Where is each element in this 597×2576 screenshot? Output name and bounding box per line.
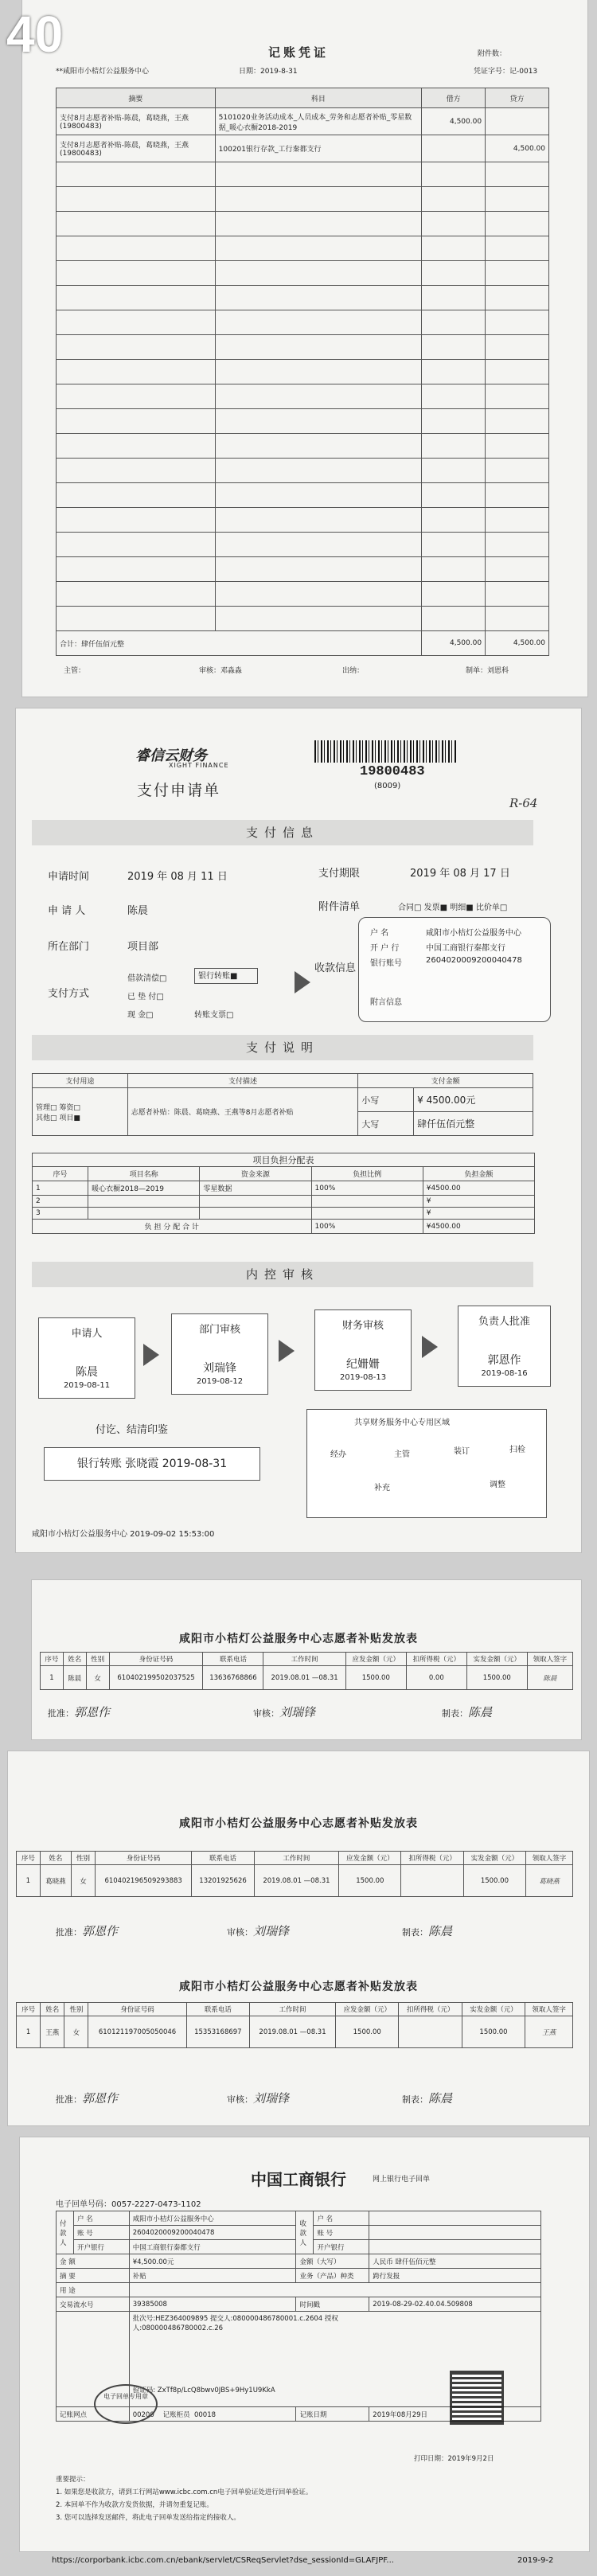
table-row: 1 暖心衣橱2018—2019 零星数据 100% ¥4500.00 xyxy=(33,1181,535,1196)
subsidy-title: 咸阳市小桔灯公益服务中心志愿者补贴发放表 xyxy=(179,1817,418,1830)
payer-account: 2604020009200040478 xyxy=(129,2226,296,2240)
subsidy-title: 咸阳市小桔灯公益服务中心志愿者补贴发放表 xyxy=(179,1633,418,1645)
pay-desc-table xyxy=(32,1073,533,1136)
method-label: 支付方式 xyxy=(48,988,90,1000)
col-debit: 借方 xyxy=(422,88,486,108)
purpose-cell: 管理□ 筹资□ 其他□ 项目■ xyxy=(33,1088,128,1136)
footer-maker: 制单：刘恩科 xyxy=(466,667,509,675)
row-account: 100201银行存款_工行秦都支行 xyxy=(215,135,421,162)
arrow-icon xyxy=(295,971,310,993)
form-title: 支付申请单 xyxy=(137,782,221,799)
row-credit: 4,500.00 xyxy=(486,135,549,162)
total-label: 合计：肆仟伍佰元整 xyxy=(57,631,422,656)
table-row xyxy=(57,261,549,286)
approve-signature: 批准：郭恩作 xyxy=(48,1705,111,1719)
arrow-icon xyxy=(422,1336,438,1358)
table-row xyxy=(57,409,549,434)
table-row xyxy=(57,360,549,384)
maker-signature: 制表：陈晨 xyxy=(442,1705,493,1719)
bank-title: 中国工商银行 xyxy=(251,2170,346,2189)
settle-label: 付讫、结清印鉴 xyxy=(96,1424,169,1436)
dept-label: 所在部门 xyxy=(48,941,90,953)
bank-subtitle: 网上银行电子回单 xyxy=(373,2176,431,2184)
ssc-cell: 补充 xyxy=(374,1484,390,1493)
receipt-number: 电子回单号码：0057-2227-0473-1102 xyxy=(56,2200,201,2209)
footer-reviewer: 审核：邓淼淼 xyxy=(199,667,243,675)
payer-bank: 中国工商银行秦都支行 xyxy=(129,2240,296,2254)
row-account: 5101020业务活动成本_人员成本_劳务和志愿者补贴_零星数据_暖心衣橱2018-2019 xyxy=(215,108,421,135)
notes-title: 重要提示： xyxy=(56,2476,90,2484)
review-signature: 审核：刘瑞锋 xyxy=(227,2091,290,2106)
page-url-date: 2019-9-2 xyxy=(517,2556,554,2565)
amount-big-label: 大写 xyxy=(358,1112,414,1136)
amount-small: ¥ 4500.00元 xyxy=(414,1088,533,1112)
qr-code-icon xyxy=(450,2371,504,2425)
table-row xyxy=(57,459,549,483)
col-credit: 贷方 xyxy=(486,88,549,108)
timestamp: 2019-08-29-02.40.04.509808 xyxy=(369,2297,541,2312)
serial-number: 19800483 xyxy=(360,764,425,779)
table-row: 1 王燕 女 610121197005050046 15353168697 2019.08.01 —08.31 1500.00 1500.00 王燕 xyxy=(17,2016,573,2048)
summary: 补贴 xyxy=(129,2269,296,2283)
bank-stamp: 电子回单专用章 xyxy=(94,2384,158,2424)
voucher-title: 记账凭证 xyxy=(267,45,329,60)
row-debit xyxy=(422,135,486,162)
method-option: 借款清偿□ xyxy=(127,974,167,983)
ssc-cell: 扫检 xyxy=(509,1446,525,1454)
total-debit: 4,500.00 xyxy=(422,631,486,656)
row-summary: 支付8月志愿者补贴-陈晨，葛晓燕，王燕 (19800483) xyxy=(57,135,216,162)
table-row xyxy=(57,557,549,582)
deadline: 2019 年 08 月 17 日 xyxy=(410,868,510,880)
biz-type: 跨行发报 xyxy=(369,2269,541,2283)
recv-bank-label: 开 户 行 xyxy=(370,944,400,953)
txn-number: 39385008 xyxy=(129,2297,296,2312)
recv-account: 2604020009200040478 xyxy=(426,956,522,965)
deadline-label: 支付期限 xyxy=(318,868,361,880)
maker-signature: 制表：陈晨 xyxy=(402,1924,453,1938)
subsidy-table: 序号 姓名 性别 身份证号码 联系电话 工作时间 应发金额（元） 扣所得税（元） 实发金额（元） 领取人签字 1 陈晨 女 610402199502037525 13636768866 2019.08.01 —08.31 1500.00 0.00 1500.00 陈晨 xyxy=(40,1652,573,1690)
table-row xyxy=(57,187,549,212)
flow-step-applicant: 申请人 陈晨 2019-08-11 xyxy=(38,1317,135,1399)
recv-bank: 中国工商银行秦都支行 xyxy=(426,944,505,953)
table-row xyxy=(57,335,549,360)
ssc-cell: 主管 xyxy=(394,1450,410,1459)
recv-note-label: 附言信息 xyxy=(370,998,402,1007)
verify-code: 验证码: ZxTf8p/LcQ8bwv0JBS+9Hy1U9KkA xyxy=(132,2387,275,2395)
handwritten-mark: R-64 xyxy=(509,796,538,810)
row-summary: 支付8月志愿者补贴-陈晨，葛晓燕，王燕 (19800483) xyxy=(57,108,216,135)
ssc-cell: 经办 xyxy=(330,1450,346,1459)
subsidy-table: 序号 姓名 性别 身份证号码 联系电话 工作时间 应发金额（元） 扣所得税（元） 实发金额（元） 领取人签字 1 葛晓燕 女 610402196509293883 13201925626 2019.08.01 —08.31 1500.00 1500.00 葛晓燕 xyxy=(16,1851,573,1897)
alloc-total-row: 负 担 分 配 合 计 100% ¥4500.00 xyxy=(33,1220,535,1234)
voucher-number: 凭证字号：记-0013 xyxy=(474,68,538,76)
alloc-title: 项目负担分配表 xyxy=(32,1153,535,1167)
table-row xyxy=(57,434,549,459)
footer-cashier: 出纳： xyxy=(342,667,365,675)
settle-stamp: 银行转账 张晓霞 2019-08-31 xyxy=(44,1447,260,1481)
record-network: 00200 记账柜员 00018 xyxy=(129,2407,296,2422)
table-row: 1 陈晨 女 610402199502037525 13636768866 2019.08.01 —08.31 1500.00 0.00 1500.00 陈晨 xyxy=(41,1666,573,1690)
payer-label: 付款人 xyxy=(57,2211,74,2254)
extra-info: 批次号:HEZ364009895 提交人:080000486780001.c.2604 授权人:080000486780002.c.26 验证码: ZxTf8p/LcQ8bwv0JBS+9Hy1U9KkA xyxy=(129,2312,540,2407)
approve-signature: 批准：郭恩作 xyxy=(56,1924,119,1938)
row-debit: 4,500.00 xyxy=(422,108,486,135)
table-row xyxy=(57,508,549,533)
voucher-org: **咸阳市小桔灯公益服务中心 xyxy=(56,68,150,76)
amount: ¥4,500.00元 xyxy=(129,2254,296,2269)
description-cell: 志愿者补贴：陈晨、葛晓燕、王燕等8月志愿者补贴 xyxy=(127,1088,357,1136)
payer-name: 咸阳市小桔灯公益服务中心 xyxy=(129,2211,296,2226)
recv-name: 咸阳市小桔灯公益服务中心 xyxy=(426,929,521,938)
desc-col-purpose: 支付用途 xyxy=(33,1074,128,1088)
apply-time-label: 申请时间 xyxy=(48,871,90,883)
alloc-col: 负担金额 xyxy=(423,1167,534,1181)
recv-account-label: 银行账号 xyxy=(370,959,402,968)
flow-step-finance-review: 财务审核 纪姗姗 2019-08-13 xyxy=(314,1309,412,1391)
table-row: 2 ¥ xyxy=(33,1196,535,1208)
recv-label: 收款信息 xyxy=(314,962,357,974)
table-row xyxy=(57,236,549,261)
table-row xyxy=(57,533,549,557)
total-credit: 4,500.00 xyxy=(486,631,549,656)
alloc-col: 资金来源 xyxy=(200,1167,311,1181)
review-signature: 审核：刘瑞锋 xyxy=(253,1705,316,1719)
payee-label: 收款人 xyxy=(296,2211,314,2254)
note-item: 1. 如果您是收款方，请到工行网站www.icbc.com.cn电子回单验证处进行回单验证。 xyxy=(56,2488,313,2496)
table-row: 3 ¥ xyxy=(33,1208,535,1220)
table-row xyxy=(57,582,549,607)
ssc-cell: 装订 xyxy=(454,1447,470,1456)
table-row xyxy=(57,607,549,631)
voucher-date: 日期：2019-8-31 xyxy=(239,68,298,76)
serial-sub: (8009) xyxy=(374,782,401,790)
page-number: 40 xyxy=(6,6,64,63)
col-account: 科目 xyxy=(215,88,421,108)
ssc-cell: 调整 xyxy=(490,1481,505,1489)
ssc-label: 共享财务服务中心专用区域 xyxy=(354,1419,450,1427)
approve-signature: 批准：郭恩作 xyxy=(56,2091,119,2106)
amount-small-label: 小写 xyxy=(358,1088,414,1112)
amount-big: 肆仟伍佰元整 xyxy=(414,1112,533,1136)
footer-supervisor: 主管： xyxy=(64,667,86,675)
attach-types: 合同□ 发票■ 明细■ 比价单□ xyxy=(398,904,508,912)
desc-col-amount: 支付金额 xyxy=(358,1074,533,1088)
review-signature: 审核：刘瑞锋 xyxy=(227,1924,290,1938)
attach-count-label: 附件数： xyxy=(478,50,507,58)
section-pay-info: 支付信息 xyxy=(32,820,533,845)
print-footer: 咸阳市小桔灯公益服务中心 2019-09-02 15:53:00 xyxy=(32,1530,215,1539)
voucher-table xyxy=(56,88,549,656)
alloc-col: 项目名称 xyxy=(88,1167,200,1181)
table-row xyxy=(57,162,549,187)
applicant: 陈晨 xyxy=(127,905,149,917)
page-url: https://corporbank.icbc.com.cn/ebank/servlet/CSReqServlet?dse_sessionId=GLAFJPF... xyxy=(52,2556,394,2565)
brand-logo: 睿信云财务 xyxy=(135,747,207,764)
flow-step-dept-review: 部门审核 刘瑞锋 2019-08-12 xyxy=(171,1313,268,1395)
subsidy-title: 咸阳市小桔灯公益服务中心志愿者补贴发放表 xyxy=(179,1981,418,1993)
note-item: 2. 本回单不作为收款方发货依据，并请勿重复记账。 xyxy=(56,2501,213,2509)
voucher-total-row xyxy=(57,631,549,656)
table-row xyxy=(57,483,549,508)
maker-signature: 制表：陈晨 xyxy=(402,2091,453,2106)
method-cheque: 转账支票□ xyxy=(194,1011,234,1020)
flow-step-approver: 负责人批准 郭恩作 2019-08-16 xyxy=(458,1306,551,1387)
table-row xyxy=(57,286,549,310)
table-row: 1 葛晓燕 女 610402196509293883 13201925626 2019.08.01 —08.31 1500.00 1500.00 葛晓燕 xyxy=(17,1865,573,1897)
table-row xyxy=(57,310,549,335)
attach-list-label: 附件清单 xyxy=(318,901,361,913)
desc-col-description: 支付描述 xyxy=(127,1074,357,1088)
recv-name-label: 户 名 xyxy=(370,929,389,938)
method-option: 已 垫 付□ xyxy=(127,993,164,1001)
alloc-col: 序号 xyxy=(33,1167,88,1181)
row-credit xyxy=(486,108,549,135)
arrow-icon xyxy=(279,1340,295,1362)
record-date: 2019年08月29日 xyxy=(369,2407,541,2422)
section-control: 内控审核 xyxy=(32,1262,533,1287)
applicant-label: 申 请 人 xyxy=(48,905,86,917)
brand-logo-sub: XIGHT FINANCE xyxy=(169,762,229,769)
subsidy-table: 序号 姓名 性别 身份证号码 联系电话 工作时间 应发金额（元） 扣所得税（元） 实发金额（元） 领取人签字 1 王燕 女 610121197005050046 15353168697 2019.08.01 —08.31 1500.00 1500.00 王燕 xyxy=(16,2002,573,2048)
table-row xyxy=(57,108,549,135)
print-date: 打印日期：2019年9月2日 xyxy=(414,2455,494,2463)
table-row xyxy=(57,135,549,162)
method-selected: 银行转账■ xyxy=(194,968,258,984)
alloc-table xyxy=(32,1166,535,1234)
barcode-graphic xyxy=(314,740,458,763)
method-option: 现 金□ xyxy=(127,1011,154,1020)
col-summary: 摘要 xyxy=(57,88,216,108)
apply-time: 2019 年 08 月 11 日 xyxy=(127,871,228,883)
note-item: 3. 您可以选择发送邮件，将此电子回单发送给指定的接收人。 xyxy=(56,2514,240,2522)
arrow-icon xyxy=(143,1344,159,1366)
table-row xyxy=(57,212,549,236)
dept: 项目部 xyxy=(127,941,159,953)
section-pay-desc: 支付说明 xyxy=(32,1035,533,1060)
bank-receipt-table: 付款人 户 名 咸阳市小桔灯公益服务中心 收款人 户 名 账 号 2604020009200040478 账 号 开户银行 中国工商银行秦都支行 开户银行 金 额 ¥4,500.00元 金额（大写） 人民币 肆仟伍佰元整 摘 要 补贴 业务（产品）种类 跨行发报 用 途 交易流水号 39385008 时间戳 2019-08-29-02.40.04.509808 批次号:HEZ364009895 提交人:080000486780001.c.2604 授权人:080000486780002.c.26 验证码: ZxTf8p/LcQ8bwv0JBS+9Hy1U9KkA 记账网点 00200 记账柜员 00018 记账日期 2019年08月29日 xyxy=(56,2211,541,2422)
amount-capital: 人民币 肆仟伍佰元整 xyxy=(369,2254,541,2269)
table-row xyxy=(57,384,549,409)
alloc-col: 负担比例 xyxy=(311,1167,423,1181)
